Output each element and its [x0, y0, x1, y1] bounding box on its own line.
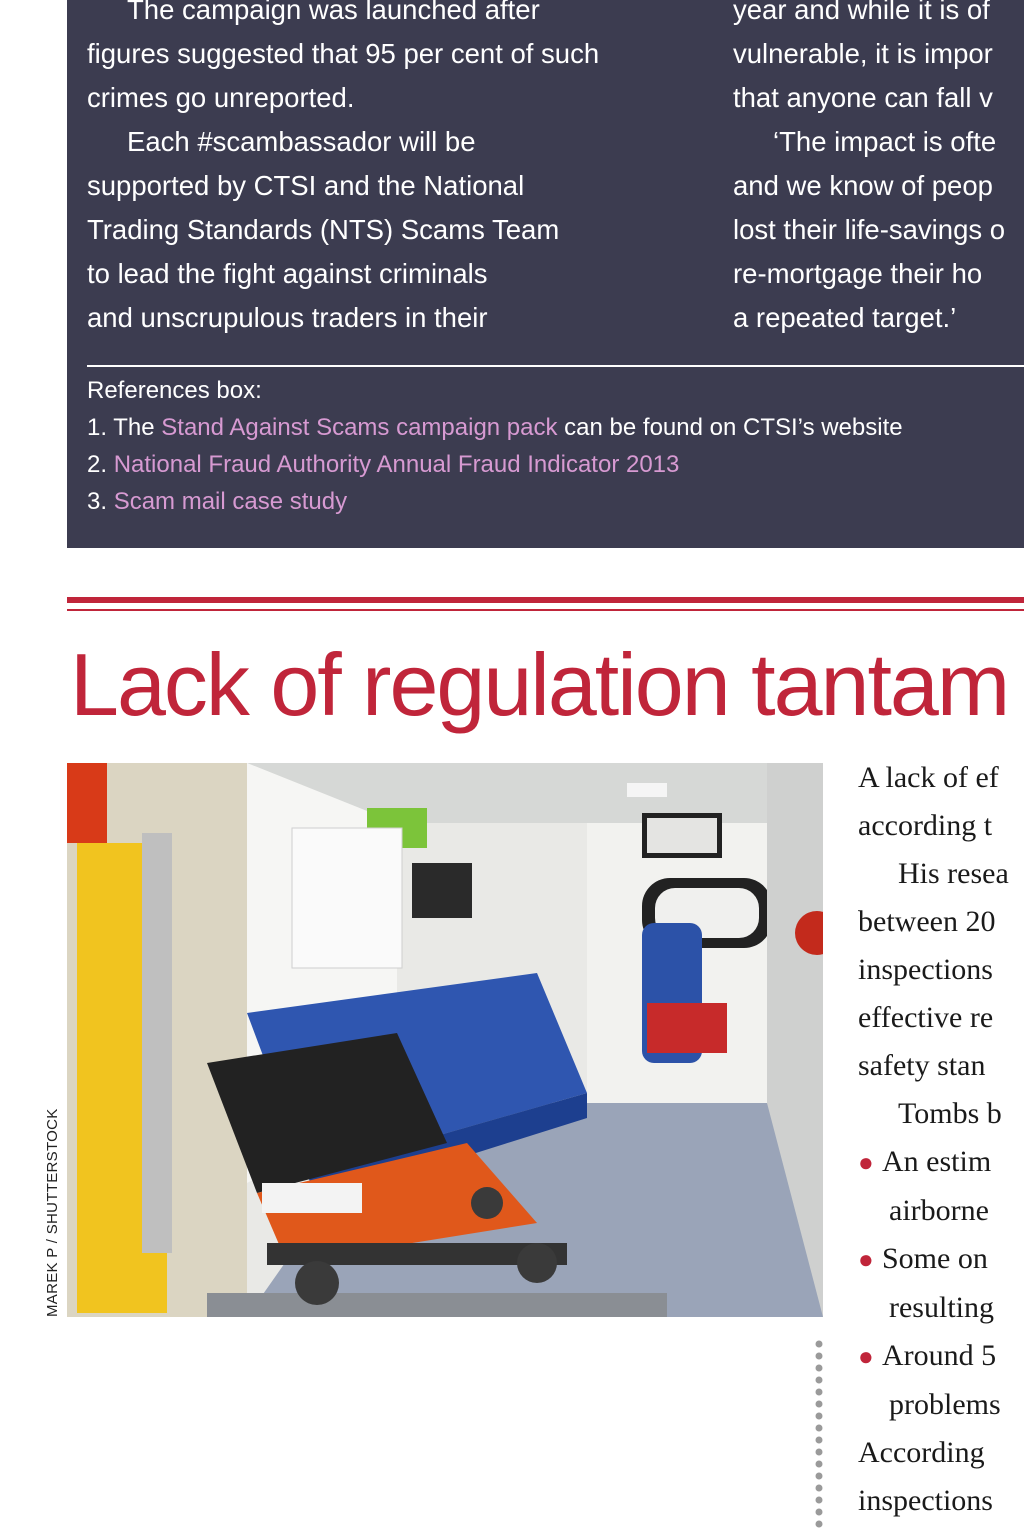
callout-divider — [87, 365, 1024, 367]
callout-left-column — [87, 0, 599, 340]
body-text: problems — [889, 1388, 1001, 1421]
callout-line — [87, 120, 599, 164]
body-line: according t — [858, 809, 993, 842]
callout-line: a repeated target.’ — [733, 302, 957, 333]
bullet-item — [858, 1235, 1009, 1284]
callout-right-column — [733, 0, 1005, 340]
body-text: airborne — [889, 1194, 989, 1227]
photo-credit: MAREK P / SHUTTERSTOCK — [44, 1108, 61, 1317]
callout-line: supported by CTSI and the National — [87, 170, 525, 201]
reference-number: 3. — [87, 488, 114, 515]
reference-item — [87, 483, 903, 520]
body-line — [858, 1381, 1009, 1429]
callout-line: that anyone can fall v — [733, 82, 993, 113]
callout-text: ‘The impact is ofte — [773, 126, 997, 157]
bullet-item — [858, 1332, 1009, 1381]
reference-item — [87, 409, 903, 446]
body-text: An estim — [882, 1145, 992, 1178]
body-text: His resea — [898, 857, 1009, 890]
body-line — [858, 850, 1009, 898]
body-text: Around 5 — [882, 1339, 997, 1372]
callout-line: and unscrupulous traders in their — [87, 302, 488, 333]
callout-line: figures suggested that 95 per cent of such — [87, 38, 600, 69]
reference-number: 2. — [87, 451, 114, 478]
reference-item — [87, 446, 903, 483]
references-box — [87, 372, 903, 520]
callout-line: lost their life-savings o — [733, 214, 1006, 245]
body-line — [858, 1284, 1009, 1332]
article-headline: Lack of regulation tantam — [70, 635, 1009, 734]
body-line — [858, 1090, 1009, 1138]
section-rule-thin — [67, 609, 1024, 611]
body-line: inspections — [858, 1484, 993, 1517]
article-body — [858, 754, 1009, 1525]
callout-line: re-mortgage their ho — [733, 258, 983, 289]
body-line: A lack of ef — [858, 761, 999, 794]
column-divider-dots — [814, 1340, 824, 1536]
callout-text: Each #scambassador will be — [127, 126, 476, 157]
reference-link-campaign-pack[interactable]: Stand Against Scams campaign pack — [161, 414, 558, 441]
section-rule-thick — [67, 597, 1024, 603]
callout-text: The campaign was launched after — [127, 0, 540, 25]
callout-line: vulnerable, it is impor — [733, 38, 993, 69]
callout-box — [67, 0, 1024, 548]
callout-line — [87, 0, 599, 32]
body-line: inspections — [858, 953, 993, 986]
reference-link-case-study[interactable]: Scam mail case study — [113, 488, 348, 515]
callout-line — [733, 120, 1005, 164]
body-text: resulting — [889, 1291, 994, 1324]
references-heading: References box: — [87, 377, 262, 404]
body-line: effective re — [858, 1001, 994, 1034]
body-line: between 20 — [858, 905, 996, 938]
body-line — [858, 1187, 1009, 1235]
body-text: Some on — [882, 1242, 988, 1275]
reference-link-fraud-indicator[interactable]: National Fraud Authority Annual Fraud Indicator 2013 — [113, 451, 680, 478]
bullet-item — [858, 1138, 1009, 1187]
reference-number: 1. The — [87, 414, 162, 441]
callout-line: year and while it is of — [733, 0, 990, 25]
reference-text: can be found on CTSI’s website — [557, 414, 903, 441]
bullet-icon: ● — [858, 1245, 874, 1274]
body-line: According — [858, 1436, 985, 1469]
callout-line: crimes go unreported. — [87, 82, 355, 113]
callout-line: to lead the fight against criminals — [87, 258, 488, 289]
callout-line: Trading Standards (NTS) Scams Team — [87, 214, 560, 245]
bullet-icon: ● — [858, 1342, 874, 1371]
body-text: Tombs b — [898, 1097, 1002, 1130]
body-line: safety stan — [858, 1049, 986, 1082]
bullet-icon: ● — [858, 1148, 874, 1177]
ambulance-interior-photo — [67, 763, 823, 1317]
callout-line: and we know of peop — [733, 170, 993, 201]
